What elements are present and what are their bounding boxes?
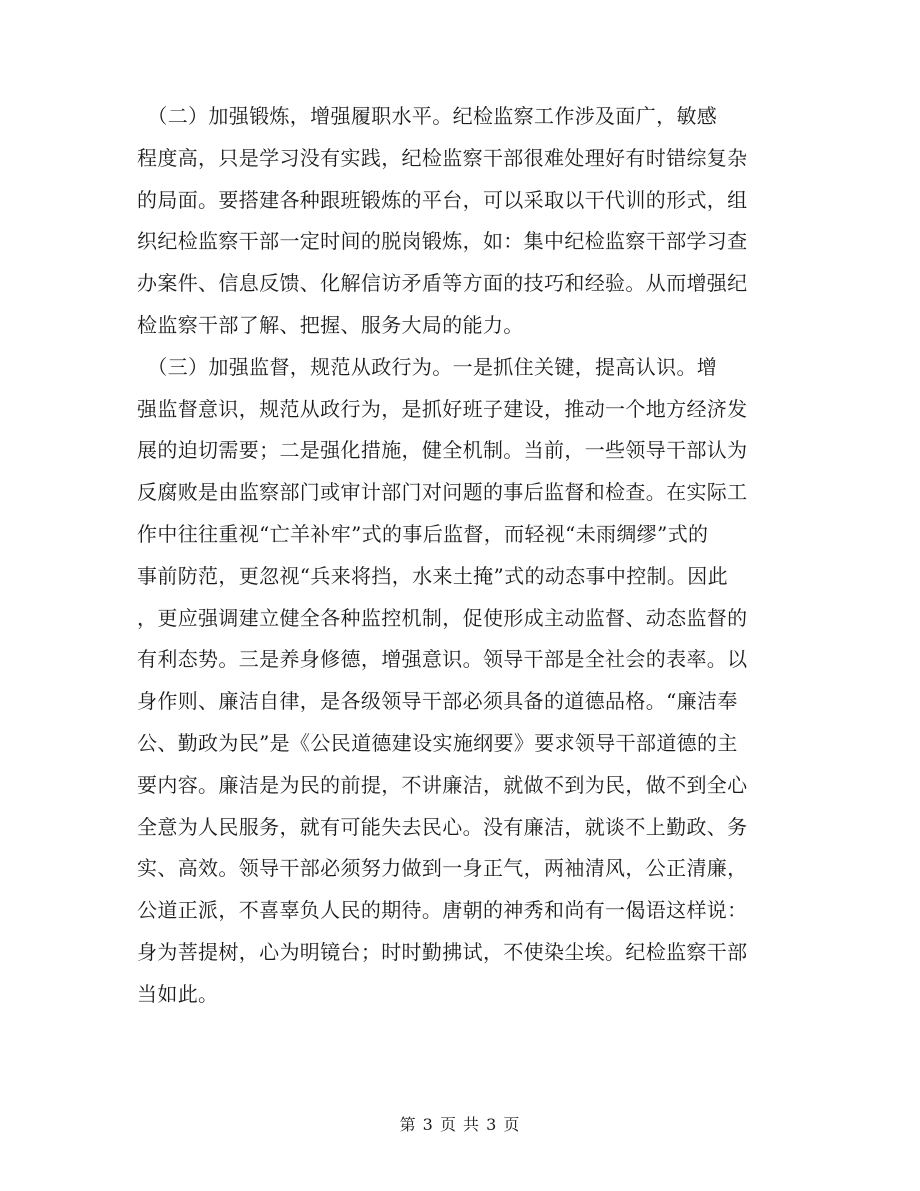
text-line: 办案件、信息反馈、化解信访矛盾等方面的技巧和经验。从而增强纪 <box>137 271 748 296</box>
text-line: （三）加强监督，规范从政行为。一是抓住关键，提高认识。增 <box>137 354 718 379</box>
text-line: 织纪检监察干部一定时间的脱岗锻炼，如：集中纪检监察干部学习查 <box>137 229 748 254</box>
text-line: 反腐败是由监察部门或审计部门对问题的事后监督和检查。在实际工 <box>137 480 748 505</box>
text-line: 身为菩提树，心为明镜台；时时勤拂试，不使染尘埃。纪检监察干部 <box>137 939 748 964</box>
paragraph-strengthen-supervision <box>137 347 783 1016</box>
text-line: 实、高效。领导干部必须努力做到一身正气，两袖清风，公正清廉， <box>137 856 748 881</box>
text-line: 公、勤政为民”是《公民道德建设实施纲要》要求领导干部道德的主 <box>137 730 738 755</box>
text-line: 有利态势。三是养身修德，增强意识。领导干部是全社会的表率。以 <box>137 647 748 672</box>
text-line: ，更应强调建立健全各种监控机制，促使形成主动监督、动态监督的 <box>137 605 748 630</box>
text-line: 要内容。廉洁是为民的前提，不讲廉洁，就做不到为民，做不到全心 <box>137 772 748 797</box>
text-line: 当如此。 <box>137 981 219 1006</box>
text-line: 程度高，只是学习没有实践，纪检监察干部很难处理好有时错综复杂 <box>137 145 748 170</box>
text-line: 公道正派，不喜辜负人民的期待。唐朝的神秀和尚有一偈语这样说： <box>137 898 748 923</box>
text-line: 身作则、廉洁自律，是各级领导干部必须具备的道德品格。“廉洁奉 <box>137 689 738 714</box>
text-line: 强监督意识，规范从政行为，是抓好班子建设，推动一个地方经济发 <box>137 396 748 421</box>
text-line: 的局面。要搭建各种跟班锻炼的平台，可以采取以干代训的形式，组 <box>137 187 748 212</box>
text-line: 事前防范，更忽视“兵来将挡，水来土掩”式的动态事中控制。因此 <box>137 563 728 588</box>
text-line: 全意为人民服务，就有可能失去民心。没有廉洁，就谈不上勤政、务 <box>137 814 748 839</box>
paragraph-strengthen-training <box>137 96 783 347</box>
document-body <box>137 96 783 1016</box>
text-line: 检监察干部了解、把握、服务大局的能力。 <box>137 312 524 337</box>
page-number-footer: 第 3 页 共 3 页 <box>399 1115 521 1134</box>
text-line: 作中往往重视“亡羊补牢”式的事后监督，而轻视“未雨绸缪”式的 <box>137 521 709 546</box>
text-line: （二）加强锻炼，增强履职水平。纪检监察工作涉及面广，敏感 <box>137 104 718 128</box>
text-line: 展的迫切需要；二是强化措施，健全机制。当前，一些领导干部认为 <box>137 438 748 463</box>
